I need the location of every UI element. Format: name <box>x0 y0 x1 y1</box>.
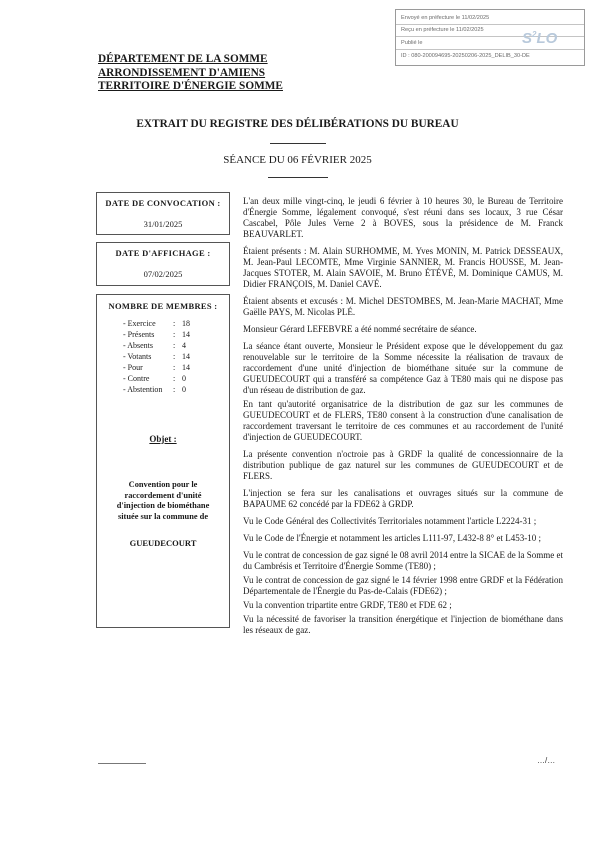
commune-name: GUEUDECOURT <box>129 538 197 548</box>
objet-label: Objet : <box>149 434 177 444</box>
stamp-divider <box>396 49 584 50</box>
convocation-date: 31/01/2025 <box>143 219 183 229</box>
header-arrondissement: ARRONDISSEMENT D'AMIENS <box>98 66 266 79</box>
absents-paragraph: Étaient absents et excusés : M. Michel DESTOMBES, M. Jean-Marie MACHAT, Mme Gaëlle PAYS, M. Nicolas PLÉ. <box>243 296 563 317</box>
expose-paragraph: La séance étant ouverte, Monsieur le Président expose que le développement du gaz renouvelable sur le territoire de la Somme nécessite la réalisation de travaux de raccordement d'une unité d'injection de biométhane située sur la commune de GUEUDECOURT qui a transféré sa compétence Gaz à TE80 mais qui ne dispose pas d'un réseau de distribution de gaz. <box>243 341 563 395</box>
objet-text: Convention pour le raccordement d'unité d'injection de biométhane située sur la commune de <box>116 480 210 521</box>
stamp-divider <box>396 24 584 25</box>
presents-paragraph: Étaient présents : M. Alain SURHOMME, M. Yves MONIN, M. Patrick DESSEAUX, M. Jean-Paul LECOMTE, Mme Virginie SANNIER, M. Francis HOUSSE, M. Jean-Jacques STOTER, M. Alain SAVOIE, M. Bruno ÉTÉVÉ, M. Dominique CAMUS, M. Didier FRANÇOIS, M. Daniel CAVÉ. <box>243 246 563 289</box>
deliberation-body <box>243 196 563 642</box>
vu-contrat-sicae: Vu le contrat de concession de gaz signé le 08 avril 2014 entre la SICAE de la Somme et du Cambrésis et Territoire d'Énergie Somme (TE80) ; <box>243 550 563 571</box>
seance-date: SÉANCE DU 06 FÉVRIER 2025 <box>223 154 372 166</box>
vu-transition: Vu la nécessité de favoriser la transition énergétique et l'injection de biométhane dans les réseaux de gaz. <box>243 614 563 635</box>
page-continuation: …/… <box>537 756 556 765</box>
affichage-date: 07/02/2025 <box>143 269 183 279</box>
vu-convention-tripartite: Vu la convention tripartite entre GRDF, TE80 et FDE 62 ; <box>243 600 452 610</box>
affichage-box <box>96 242 230 286</box>
prefecture-stamp <box>395 9 585 66</box>
sidebar <box>96 186 230 788</box>
membres-box: NOMBRE DE MEMBRES : - Exercice : 18 - Présents : 14 - Absents : 4 - Votants : 14 - Pour : 14 - Contre : 0 - Abstention : 0 <box>96 294 230 628</box>
stamp-recu: Reçu en préfecture le 11/02/2025 <box>401 27 484 33</box>
injection-paragraph: L'injection se fera sur les canalisations et ouvrages situés sur la commune de BAPAUME 62 concédé par la FDE62 à GRDP. <box>243 488 563 509</box>
membres-label: NOMBRE DE MEMBRES : <box>108 301 218 311</box>
affichage-label: DATE D'AFFICHAGE : <box>115 248 211 258</box>
document-title: EXTRAIT DU REGISTRE DES DÉLIBÉRATIONS DU BUREAU <box>136 118 459 130</box>
vu-code-energie: Vu le Code de l'Énergie et notamment les articles L111-97, L432-8 8° et L453-10 ; <box>243 533 542 543</box>
stamp-publie: Publié le <box>401 40 423 46</box>
header-departement: DÉPARTEMENT DE LA SOMME <box>98 53 268 65</box>
secretaire-paragraph: Monsieur Gérard LEFEBVRE a été nommé secrétaire de séance. <box>243 324 477 334</box>
footer-rule <box>98 763 146 764</box>
convocation-box <box>96 192 230 235</box>
seance-rule <box>268 177 328 178</box>
document-header <box>98 53 283 94</box>
convocation-label: DATE DE CONVOCATION : <box>105 198 221 208</box>
vu-contrat-grdf: Vu le contrat de concession de gaz signé le 14 février 1998 entre GRDF et la Fédération Départementale de l'Énergie du Pas-de-Calais (FDE62) ; <box>243 575 563 596</box>
header-territoire: TERRITOIRE D'ÉNERGIE SOMME <box>98 80 283 92</box>
stamp-id: ID : 080-200094695-20250206-2025_DELIB_30-DE <box>401 53 530 59</box>
convention-paragraph: La présente convention n'octroie pas à GRDF la qualité de concessionnaire de la distribution publique de gaz naturel sur les communes de GUEUDECOURT et de FLERS. <box>243 449 563 481</box>
intro-paragraph: L'an deux mille vingt-cinq, le jeudi 6 février à 10 heures 30, le Bureau de Territoire d'Énergie Somme, légalement convoqué, s'est réuni dans ses locaux, 3 rue César Cascabel, Pôle Jules Verne 2 à BOVES, sous la présidence de M. Franck BEAUVARLET. <box>243 196 563 239</box>
autorite-paragraph: En tant qu'autorité organisatrice de la distribution de gaz sur les communes de GUEUDECOURT et de FLERS, TE80 consent à la construction d'une canalisation de raccordement traversant le territoire de ces communes et au raccordement de l'unité d'injection de GUEUDECOURT. <box>243 399 563 442</box>
slo-logo: $S^2LO$ <box>522 30 558 47</box>
title-rule <box>270 143 326 144</box>
stamp-envoye: Envoyé en préfecture le 11/02/2025 <box>401 15 490 21</box>
vu-cgct: Vu le Code Général des Collectivités Territoriales notamment l'article L2224-31 ; <box>243 516 537 526</box>
